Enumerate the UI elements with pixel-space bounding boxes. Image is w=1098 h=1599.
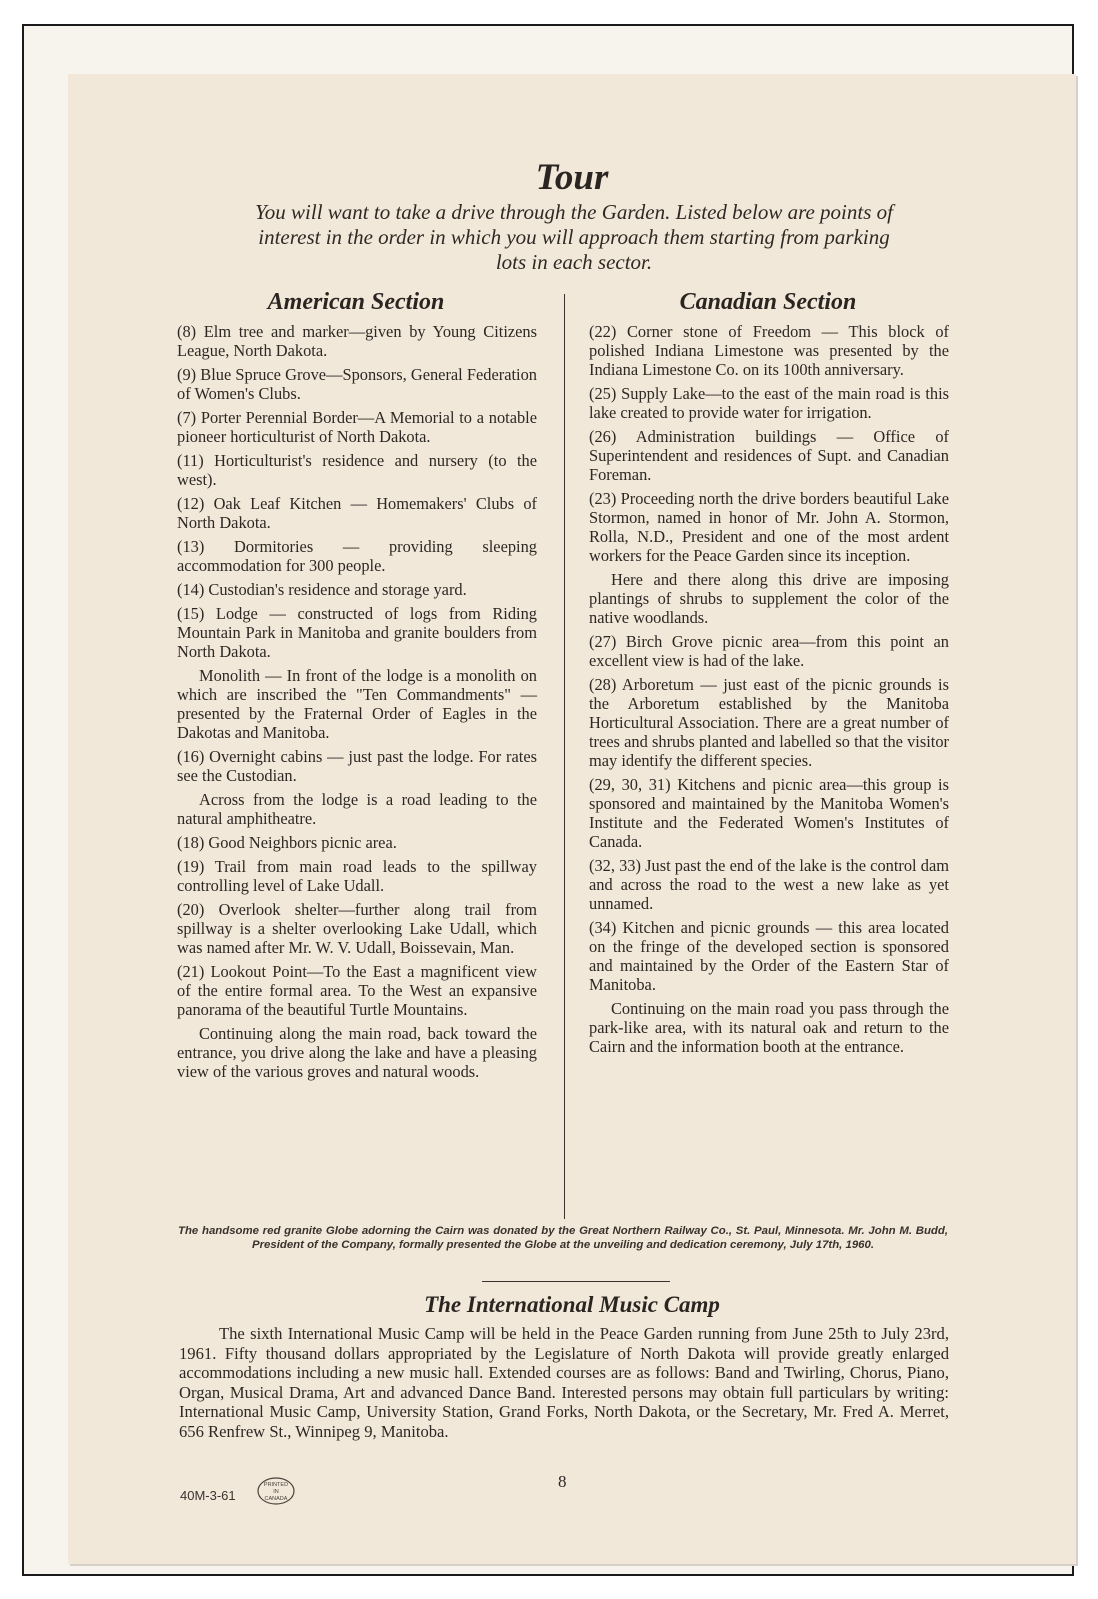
svg-text:IN: IN xyxy=(273,1489,279,1495)
list-item: (20) Overlook shelter—further along trail from spillway is a shelter overlooking Lake Udall, which was named after Mr. W. V. Udall, Boissevain, Man. xyxy=(177,900,537,957)
music-camp-text: The sixth International Music Camp will be held in the Peace Garden running from June 25th to July 23rd, 1961. Fifty thousand dollars appropriated by the Legislature of North Dakota will provide greatly enlarged accommodations including a new music hall. Extended courses are as follows: Band and Twirling, Chorus, Piano, Organ, Musical Drama, Art and advanced Dance Band. Interested persons may obtain full particulars by writing: International Music Camp, University Station, Grand Forks, North Dakota, or the Secretary, Mr. Fred A. Merret, 656 Renfrew St., Winnipeg 9, Manitoba. xyxy=(179,1324,949,1441)
list-item: (21) Lookout Point—To the East a magnificent view of the entire formal area. To the West an expansive panorama of the beautiful Turtle Mountains. xyxy=(177,962,537,1019)
list-item: (22) Corner stone of Freedom — This block of polished Indiana Limestone was presented by the Indiana Limestone Co. on its 100th anniversary. xyxy=(589,322,949,379)
list-item: Monolith — In front of the lodge is a monolith on which are inscribed the "Ten Commandments" — presented by the Fraternal Order of Eagles in the Dakotas and Manitoba. xyxy=(177,666,537,742)
page-frame xyxy=(22,24,1074,1576)
printed-in-canada-stamp-icon xyxy=(256,1476,296,1506)
music-camp-heading: The International Music Camp xyxy=(424,1292,720,1317)
list-item: (16) Overnight cabins — just past the lodge. For rates see the Custodian. xyxy=(177,747,537,785)
canadian-section-heading: Canadian Section xyxy=(679,289,857,315)
list-item: (7) Porter Perennial Border—A Memorial to a notable pioneer horticulturist of North Dakota. xyxy=(177,408,537,446)
list-item: (15) Lodge — constructed of logs from Riding Mountain Park in Manitoba and granite boulders from North Dakota. xyxy=(177,604,537,661)
list-item: (14) Custodian's residence and storage yard. xyxy=(177,580,467,599)
list-item: (9) Blue Spruce Grove—Sponsors, General Federation of Women's Clubs. xyxy=(177,365,537,403)
list-item: (12) Oak Leaf Kitchen — Homemakers' Clubs of North Dakota. xyxy=(177,494,537,532)
list-item: Across from the lodge is a road leading to the natural amphitheatre. xyxy=(177,790,537,828)
list-item: Continuing along the main road, back toward the entrance, you drive along the lake and have a pleasing view of the various groves and natural woods. xyxy=(177,1024,537,1081)
svg-text:CANADA: CANADA xyxy=(264,1496,288,1502)
section-divider xyxy=(482,1281,670,1282)
globe-caption: The handsome red granite Globe adorning the Cairn was donated by the Great Northern Railway Co., St. Paul, Minnesota. Mr. John M. Budd, President of the Company, formally presented the Globe at the unveiling and dedication ceremony, July 17th, 1960. xyxy=(178,1225,948,1251)
intro-text: You will want to take a drive through the Garden. Listed below are points of interest in the order in which you will approach them starting from parking lots in each sector. xyxy=(255,200,893,274)
list-item: (25) Supply Lake—to the east of the main road is this lake created to provide water for irrigation. xyxy=(589,384,949,422)
list-item: Here and there along this drive are imposing plantings of shrubs to supplement the color of the native woodlands. xyxy=(589,570,949,627)
list-item: (11) Horticulturist's residence and nursery (to the west). xyxy=(177,451,537,489)
column-divider xyxy=(564,294,565,1219)
list-item: (34) Kitchen and picnic grounds — this area located on the fringe of the developed section is sponsored and maintained by the Order of the Eastern Star of Manitoba. xyxy=(589,918,949,994)
list-item: (19) Trail from main road leads to the spillway controlling level of Lake Udall. xyxy=(177,857,537,895)
page-number: 8 xyxy=(558,1472,567,1491)
print-code: 40M-3-61 xyxy=(180,1488,236,1503)
list-item: (26) Administration buildings — Office of Superintendent and residences of Supt. and Canadian Foreman. xyxy=(589,427,949,484)
list-item: (8) Elm tree and marker—given by Young Citizens League, North Dakota. xyxy=(177,322,537,360)
american-section-column xyxy=(177,322,537,1086)
list-item: (32, 33) Just past the end of the lake is the control dam and across the road to the west a new lake as yet unnamed. xyxy=(589,856,949,913)
document-page xyxy=(68,74,1076,1564)
american-section-heading: American Section xyxy=(267,289,445,315)
canadian-section-column xyxy=(589,322,949,1061)
list-item: Continuing on the main road you pass through the park-like area, with its natural oak and return to the Cairn and the information booth at the entrance. xyxy=(589,999,949,1056)
list-item: (29, 30, 31) Kitchens and picnic area—this group is sponsored and maintained by the Manitoba Women's Institute and the Federated Women's Institutes of Canada. xyxy=(589,775,949,851)
list-item: (23) Proceeding north the drive borders beautiful Lake Stormon, named in honor of Mr. John A. Stormon, Rolla, N.D., President and one of the most ardent workers for the Peace Garden since its inception. xyxy=(589,489,949,565)
list-item: (13) Dormitories — providing sleeping accommodation for 300 people. xyxy=(177,537,537,575)
svg-text:PRINTED: PRINTED xyxy=(263,1482,289,1488)
list-item: (27) Birch Grove picnic area—from this point an excellent view is had of the lake. xyxy=(589,632,949,670)
list-item: (18) Good Neighbors picnic area. xyxy=(177,833,397,852)
list-item: (28) Arboretum — just east of the picnic grounds is the Arboretum established by the Manitoba Horticultural Association. There are a great number of trees and shrubs planted and labelled so that the visitor may identify the different species. xyxy=(589,675,949,770)
page-title: Tour xyxy=(535,157,609,198)
